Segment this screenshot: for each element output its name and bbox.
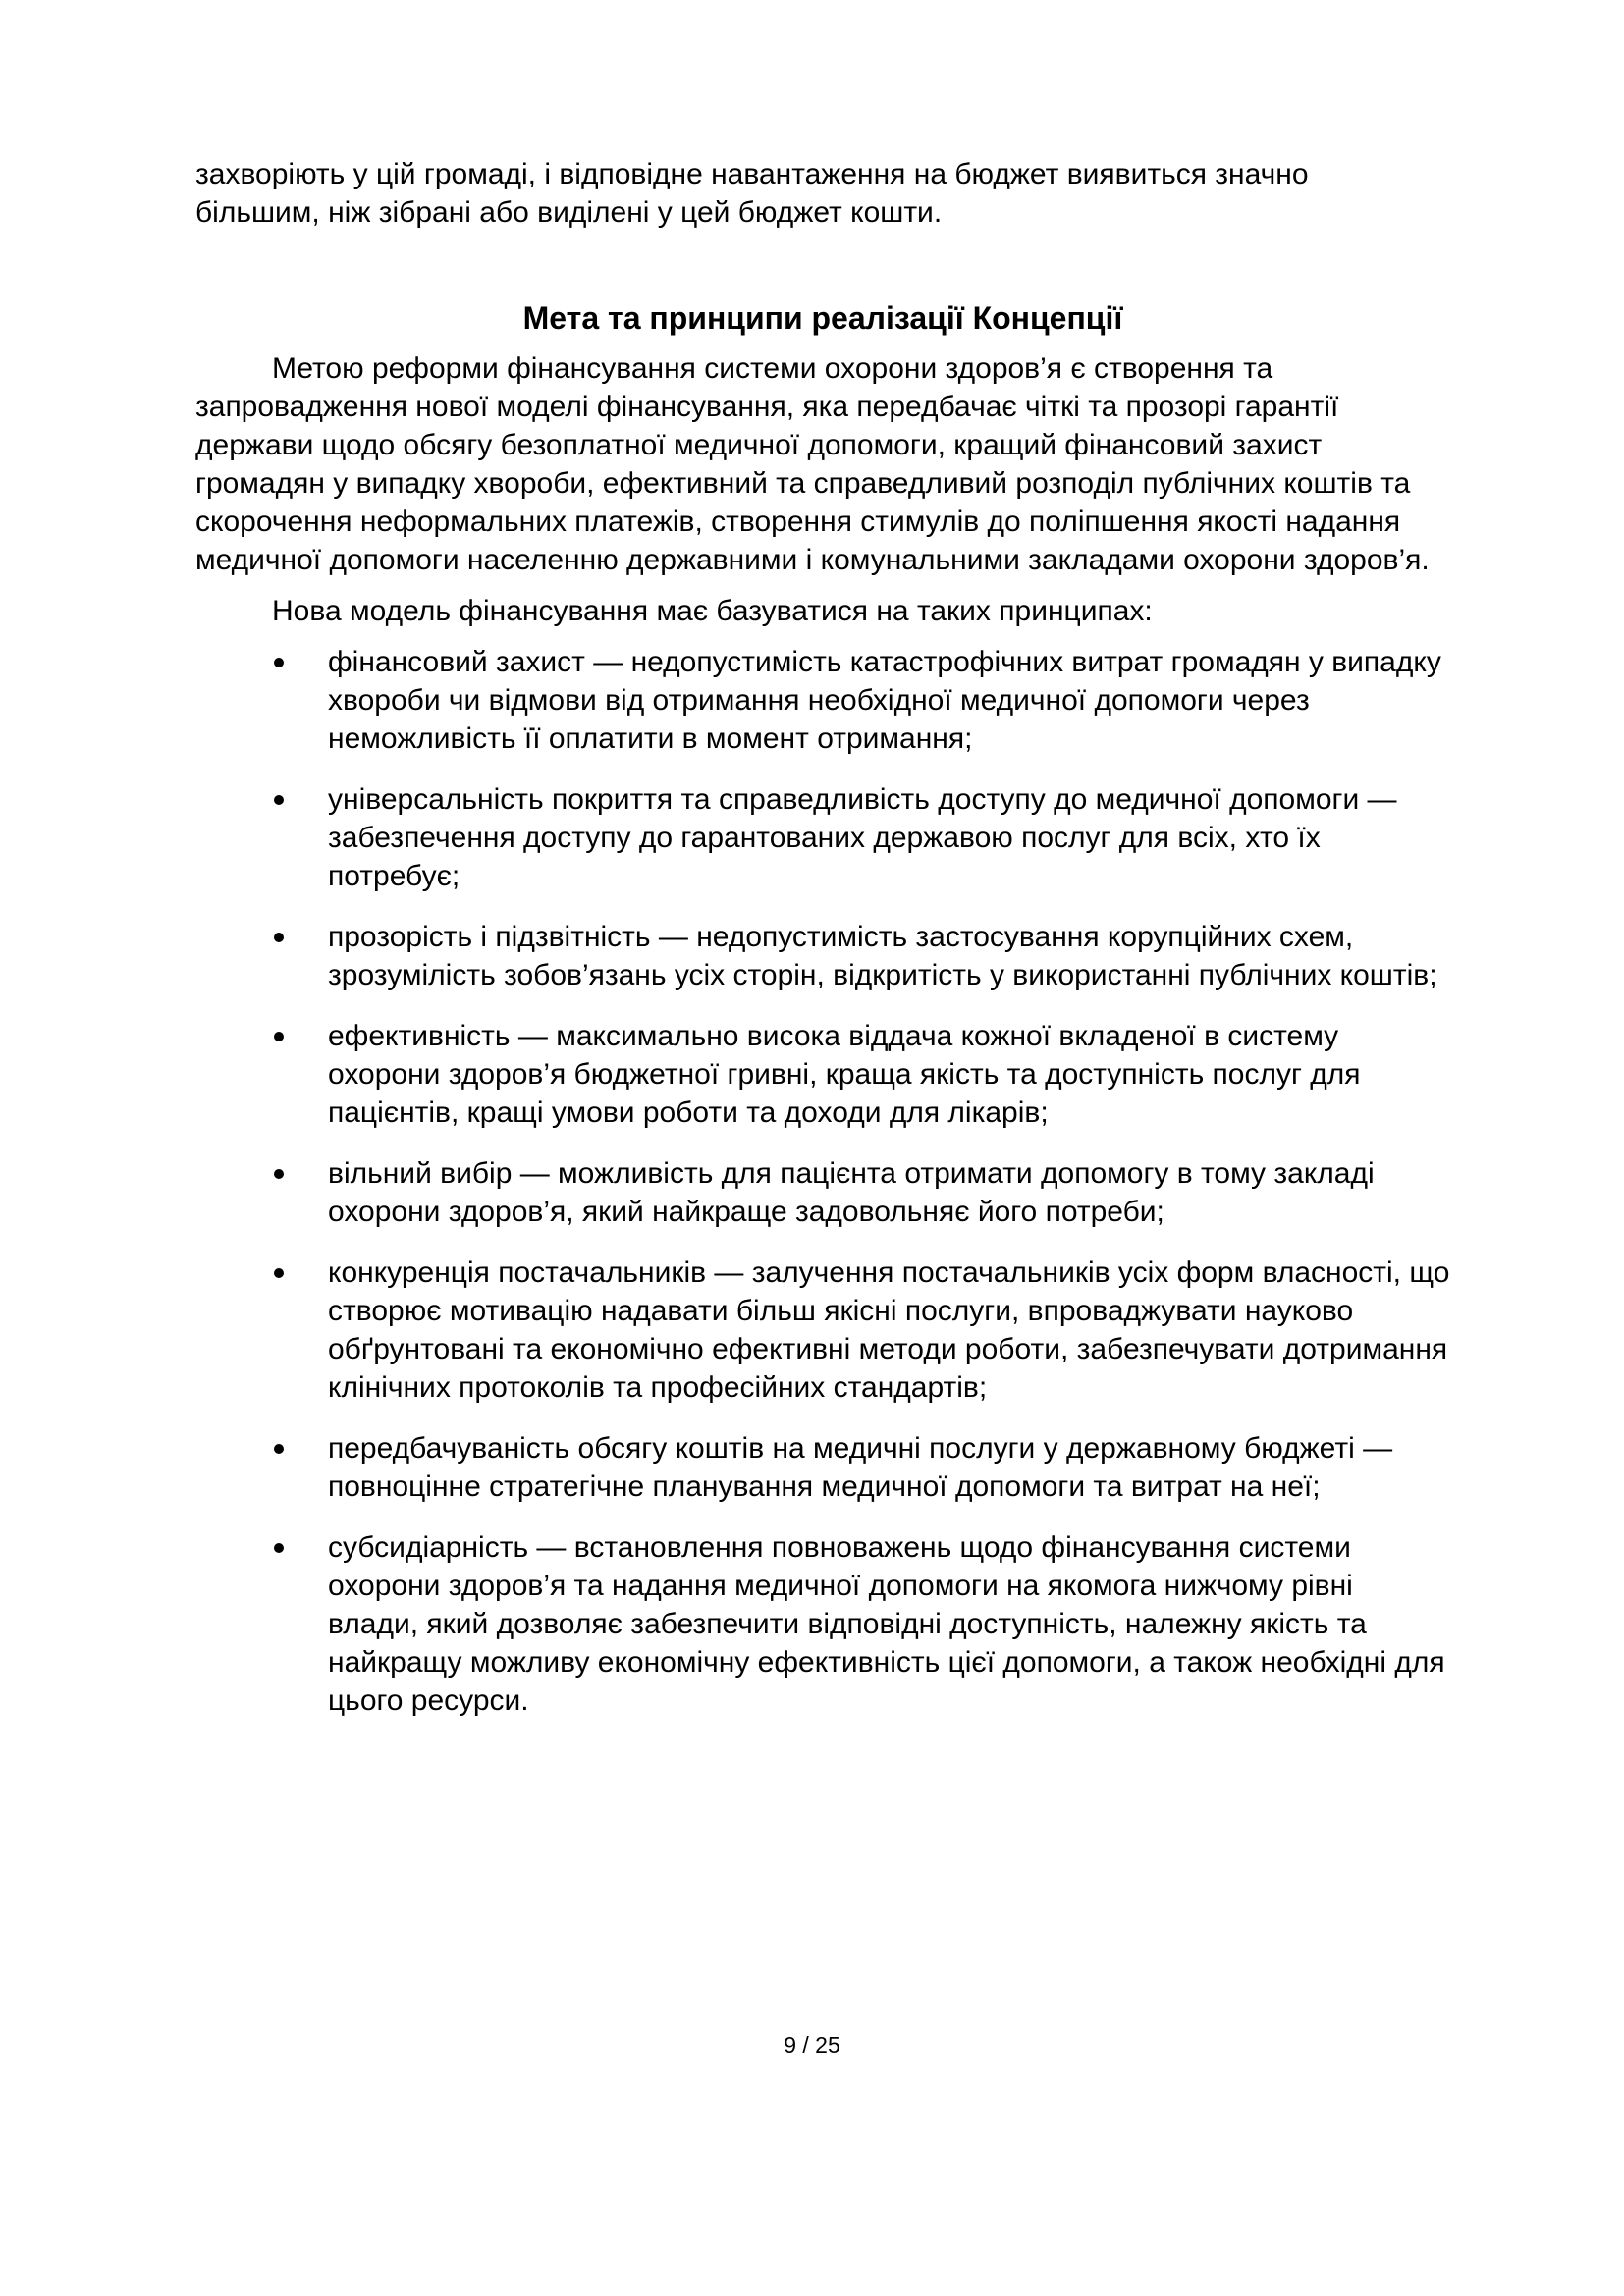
list-item-text: універсальність покриття та справедливість доступу до медичної допомоги — забезпечення доступу до гарантованих державою послуг для всіх, хто їх потребує; — [328, 783, 1397, 892]
bullet-icon — [274, 1543, 284, 1553]
bullet-icon — [274, 1169, 284, 1179]
bullet-icon — [274, 795, 284, 805]
bullet-icon — [274, 1444, 284, 1454]
list-item-text: фінансовий захист — недопустимість катастрофічних витрат громадян у випадку хвороби чи відмови від отримання необхідної медичної допомоги через неможливість її оплатити в момент отримання; — [328, 646, 1441, 755]
list-item — [195, 1429, 1450, 1506]
list-item — [195, 1017, 1450, 1132]
list-item-text: передбачуваність обсягу коштів на медичні послуги у державному бюджеті — повноцінне стратегічне планування медичної допомоги та витрат на неї; — [328, 1432, 1393, 1503]
list-item-text: конкуренція постачальників — залучення постачальників усіх форм власності, що створює мотивацію надавати більш якісні послуги, впроваджувати науково обґрунтовані та економічно ефективні методи роботи, забезпечувати дотримання клінічних протоколів та професійних стандартів; — [328, 1256, 1450, 1404]
bullet-icon — [274, 658, 284, 667]
intro-line-1: захворіють у цій громаді, і відповідне навантаження на бюджет виявиться значно — [195, 158, 1309, 190]
page-number: 9 / 25 — [784, 2032, 840, 2057]
list-item — [195, 1254, 1450, 1407]
bullet-icon — [274, 1032, 284, 1041]
bullet-icon — [274, 933, 284, 942]
list-item-text: ефективність — максимально висока віддача кожної вкладеної в систему охорони здоров’я бюджетної гривні, краща якість та доступність послуг для пацієнтів, кращі умови роботи та доходи для лікарів; — [328, 1020, 1361, 1129]
list-item-text: вільний вибір — можливість для пацієнта отримати допомогу в тому закладі охорони здоров’я, який найкраще задовольняє його потреби; — [328, 1157, 1375, 1228]
principles-intro: Нова модель фінансування має базуватися на таких принципах: — [272, 595, 1153, 627]
list-item-text: субсидіарність — встановлення повноважень щодо фінансування системи охорони здоров’я та надання медичної допомоги на якомога нижчому рівні влади, який дозволяє забезпечити відповідні доступність, належну якість та найкращу можливу економічну ефективність цієї допомоги, а також необхідні для цього ресурси. — [328, 1531, 1445, 1717]
intro-line-2: більшим, ніж зібрані або виділені у цей бюджет кошти. — [195, 196, 943, 229]
bullet-icon — [274, 1268, 284, 1278]
list-item-text: прозорість і підзвітність — недопустимість застосування корупційних схем, зрозумілість зобов’язань усіх сторін, відкритість у використанні публічних коштів; — [328, 921, 1437, 991]
goal-paragraph: Метою реформи фінансування системи охорони здоров’я є створення та запровадження нової моделі фінансування, яка передбачає чіткі та прозорі гарантії держави щодо обсягу безоплатної медичної допомоги, кращий фінансовий захист громадян у випадку хвороби, ефективний та справедливий розподіл публічних коштів та скорочення неформальних платежів, створення стимулів до поліпшення якості надання медичної допомоги населенню державними і комунальними закладами охорони здоров’я. — [195, 352, 1430, 576]
principles-list — [195, 643, 1450, 1720]
list-item — [195, 1528, 1450, 1720]
intro-paragraph — [195, 155, 1450, 232]
section-heading: Мета та принципи реалізації Концепції — [522, 300, 1123, 336]
list-item — [195, 643, 1450, 758]
list-item — [195, 1154, 1450, 1231]
document-body — [195, 155, 1450, 1742]
list-item — [195, 780, 1450, 895]
list-item — [195, 918, 1450, 994]
